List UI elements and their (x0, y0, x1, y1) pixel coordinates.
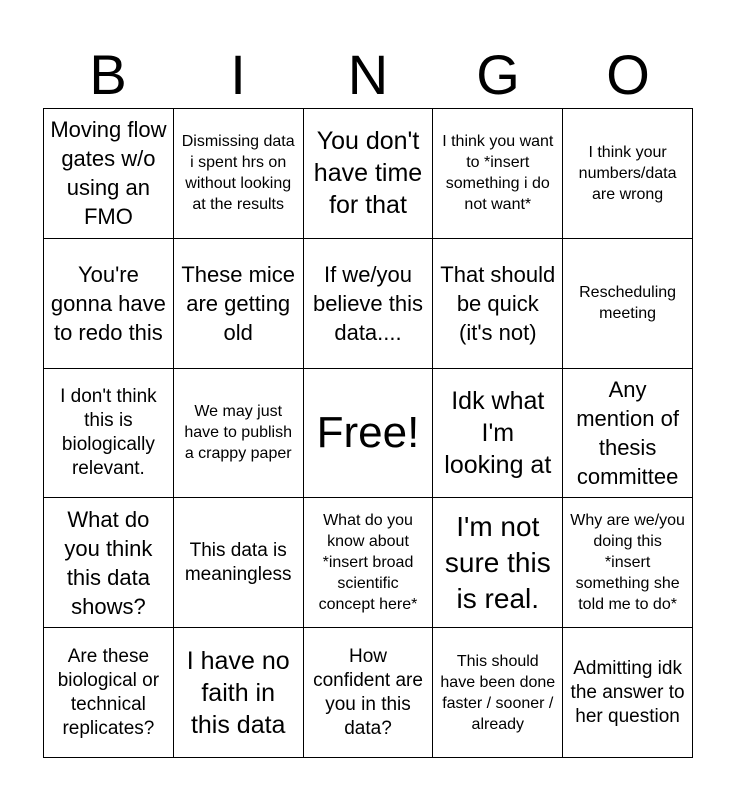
cell-text: I think you want to *insert something i do not want* (442, 133, 554, 214)
cell-text: Moving flow gates w/o using an FMO (50, 117, 167, 230)
cell-text: This data is meaningless (184, 539, 292, 585)
bingo-cell[interactable] (304, 628, 434, 758)
cell-text: You don't have time for that (313, 127, 423, 220)
cell-text: We may just have to publish a crappy paper (184, 403, 293, 463)
bingo-cell[interactable] (174, 369, 304, 499)
cell-text: What do you think this data shows? (64, 506, 153, 619)
header-letter-i: I (230, 43, 246, 106)
cell-text: You're gonna have to redo this (50, 261, 166, 345)
bingo-cell[interactable] (44, 498, 174, 628)
bingo-cell[interactable] (563, 109, 693, 239)
bingo-cell[interactable] (174, 628, 304, 758)
bingo-cell[interactable] (174, 498, 304, 628)
bingo-cell[interactable] (304, 498, 434, 628)
bingo-cell[interactable] (433, 628, 563, 758)
bingo-cell[interactable] (44, 109, 174, 239)
cell-text: I'm not sure this is real. (444, 510, 551, 614)
cell-text: Why are we/you doing this *insert something she told me to do* (570, 512, 685, 614)
cell-text: I have no faith in this data (186, 646, 290, 739)
cell-text: Any mention of thesis committee (576, 376, 679, 489)
cell-text: Idk what I'm looking at (444, 386, 552, 479)
free-space-text: Free! (316, 407, 420, 457)
header-letter-n: N (347, 43, 389, 106)
bingo-cell[interactable] (563, 239, 693, 369)
bingo-cell[interactable] (433, 498, 563, 628)
cell-text: These mice are getting old (181, 261, 296, 345)
bingo-cell[interactable] (174, 239, 304, 369)
bingo-cell[interactable] (433, 109, 563, 239)
cell-text: Are these biological or technical replicates? (57, 645, 160, 739)
cell-text: Dismissing data i spent hrs on without looking at the results (181, 133, 295, 214)
bingo-cell[interactable] (563, 628, 693, 758)
cell-text: How confident are you in this data? (313, 645, 423, 739)
cell-text: I think your numbers/data are wrong (578, 143, 677, 203)
bingo-cell[interactable] (44, 239, 174, 369)
bingo-cell[interactable] (433, 369, 563, 499)
cell-text: This should have been done faster / sooner / already (440, 652, 556, 733)
bingo-cell[interactable] (304, 109, 434, 239)
cell-text: If we/you believe this data.... (312, 261, 424, 345)
bingo-cell[interactable] (563, 498, 693, 628)
header-letter-b: B (89, 43, 127, 106)
bingo-cell[interactable] (44, 369, 174, 499)
cell-text: Admitting idk the answer to her question (570, 657, 685, 727)
bingo-cell[interactable] (174, 109, 304, 239)
bingo-cell[interactable] (44, 628, 174, 758)
cell-text: I don't think this is biologically relevant. (60, 385, 157, 479)
bingo-cell[interactable] (304, 239, 434, 369)
free-space-cell[interactable] (304, 369, 434, 499)
bingo-board (43, 108, 693, 758)
bingo-cell[interactable] (433, 239, 563, 369)
cell-text: What do you know about *insert broad scientific concept here* (318, 512, 418, 614)
cell-text: Rescheduling meeting (579, 284, 677, 323)
header-letter-o: O (606, 43, 650, 106)
cell-text: That should be quick (it's not) (440, 261, 556, 345)
bingo-header (43, 43, 693, 106)
header-letter-g: G (476, 43, 520, 106)
bingo-cell[interactable] (563, 369, 693, 499)
